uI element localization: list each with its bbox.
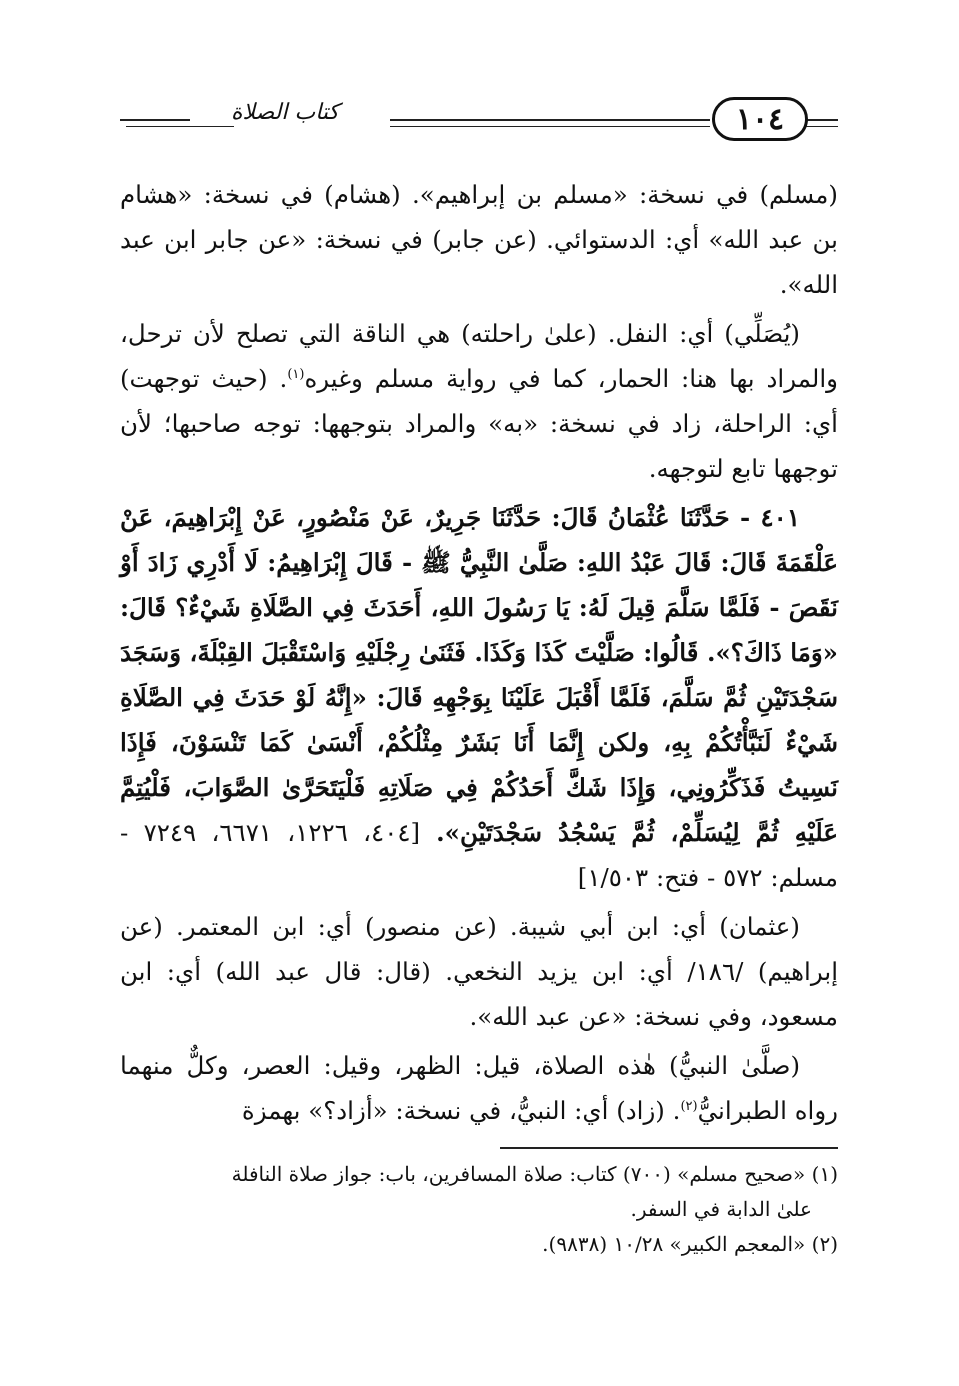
commentary-paragraph-4 bbox=[120, 1043, 838, 1133]
footnote-1: (١) «صحيح مسلم» (٧٠٠) كتاب: صلاة المسافرين، باب: جواز صلاة النافلة bbox=[231, 1162, 838, 1186]
hadith-text: ٤٠١ - حَدَّثَنَا عُثْمَانُ قَالَ: حَدَّثَنَا جَرِيرٌ، عَنْ مَنْصُورٍ، عَنْ إِبْرَاهِيمَ، عَنْ عَلْقَمَةَ قَالَ: قَالَ عَبْدُ اللهِ: صَلَّىٰ النَّبِيُّ ﷺ - قَالَ إِبْرَاهِيمُ: لَا أَدْرِي زَادَ أَوْ نَقَصَ - فَلَمَّا سَلَّمَ قِيلَ لَهُ: يَا رَسُولَ اللهِ، أَحَدَثَ فِي الصَّلَاةِ شَيْءٌ؟ قَالَ: «وَمَا ذَاكَ؟». قَالُوا: صَلَّيْتَ كَذَا وَكَذَا. فَثَنَىٰ رِجْلَيْهِ وَاسْتَقْبَلَ القِبْلَةَ، وَسَجَدَ سَجْدَتَيْنِ ثُمَّ سَلَّمَ، فَلَمَّا أَقْبَلَ عَلَيْنَا بِوَجْهِهِ قَالَ: «إِنَّهُ لَوْ حَدَثَ فِي الصَّلَاةِ شَيْءٌ لَنَبَّأْتُكُمْ بِهِ، ولكن إِنَّمَا أَنَا بَشَرٌ مِثْلُكُمْ، أَنْسَىٰ كَمَا تَنْسَوْنَ، فَإِذَا نَسِيتُ فَذَكِّرُونِي، وَإِذَا شَكَّ أَحَدُكُمْ فِي صَلَاتِهِ فَلْيَتَحَرَّىٰ الصَّوَابَ، فَلْيُتِمَّ عَلَيْهِ ثُمَّ لِيُسَلِّمْ، ثُمَّ يَسْجُدُ سَجْدَتَيْنِ». bbox=[119, 503, 838, 847]
footnote-ref-1[interactable]: (١) bbox=[287, 366, 305, 382]
hadith-401 bbox=[120, 495, 838, 900]
header-rule-left-bottom bbox=[126, 126, 234, 127]
paragraph-2-text-a: (يُصَلِّي) أي: النفل. (علىٰ راحلته) هي الناقة التي تصلح لأن ترحل، والمراد بها هنا: الحمار، كما في رواية مسلم وغيره bbox=[120, 319, 838, 393]
commentary-paragraph-3: (عثمان) أي: ابن أبي شيبة. (عن منصور) أي: ابن المعتمر. (عن إبراهيم) /١٨٦/ أي: ابن يزيد النخعي. (قال: قال عبد الله) أي: ابن مسعود، وفي نسخة: «عن عبد الله». bbox=[120, 912, 839, 1031]
page-number: ١٠٤ bbox=[712, 97, 808, 141]
footnote-separator bbox=[500, 1147, 838, 1149]
footnote-2: (٢) «المعجم الكبير» ١٠/٢٨ (٩٨٣٨). bbox=[542, 1232, 838, 1256]
running-title: كتاب الصلاة bbox=[190, 100, 380, 126]
commentary-paragraph-1: (مسلم) في نسخة: «مسلم بن إبراهيم». (هشام) في نسخة: «هشام بن عبد الله» أي: الدستوائي. (عن جابر) في نسخة: «عن جابر ابن عبد الله». bbox=[120, 180, 838, 299]
page-header bbox=[120, 92, 838, 154]
footnote-1-continued: علىٰ الدابة في السفر. bbox=[630, 1197, 812, 1221]
paragraph-4-text-a: (صلَّىٰ النبيُّ) هٰذه الصلاة، قيل: الظهر، وقيل: العصر، وكلٌّ منهما رواه الطبرانيُّ bbox=[120, 1051, 838, 1125]
header-rule-middle-bottom bbox=[390, 126, 710, 127]
main-text bbox=[120, 172, 838, 1133]
paragraph-4-text-b: . (زاد) أي: النبيُّ، في نسخة: «أزاد؟» بهمزة bbox=[241, 1096, 681, 1125]
footnote-ref-2[interactable]: (٢) bbox=[680, 1098, 698, 1114]
hadith-references: [٤٠٤، ١٢٢٦، ٦٦٧١، ٧٢٤٩ - مسلم: ٥٧٢ - فتح: ١/٥٠٣] bbox=[120, 818, 838, 892]
commentary-paragraph-2 bbox=[120, 311, 838, 491]
header-rule-middle-top bbox=[390, 119, 710, 121]
paragraph-2-text-b: . (حيث توجهت) أي: الراحلة، زاد في نسخة: «به» والمراد بتوجهها: توجه صاحبها؛ لأن توجهها تابع لتوجهه. bbox=[120, 364, 838, 483]
footnotes bbox=[120, 1157, 838, 1262]
